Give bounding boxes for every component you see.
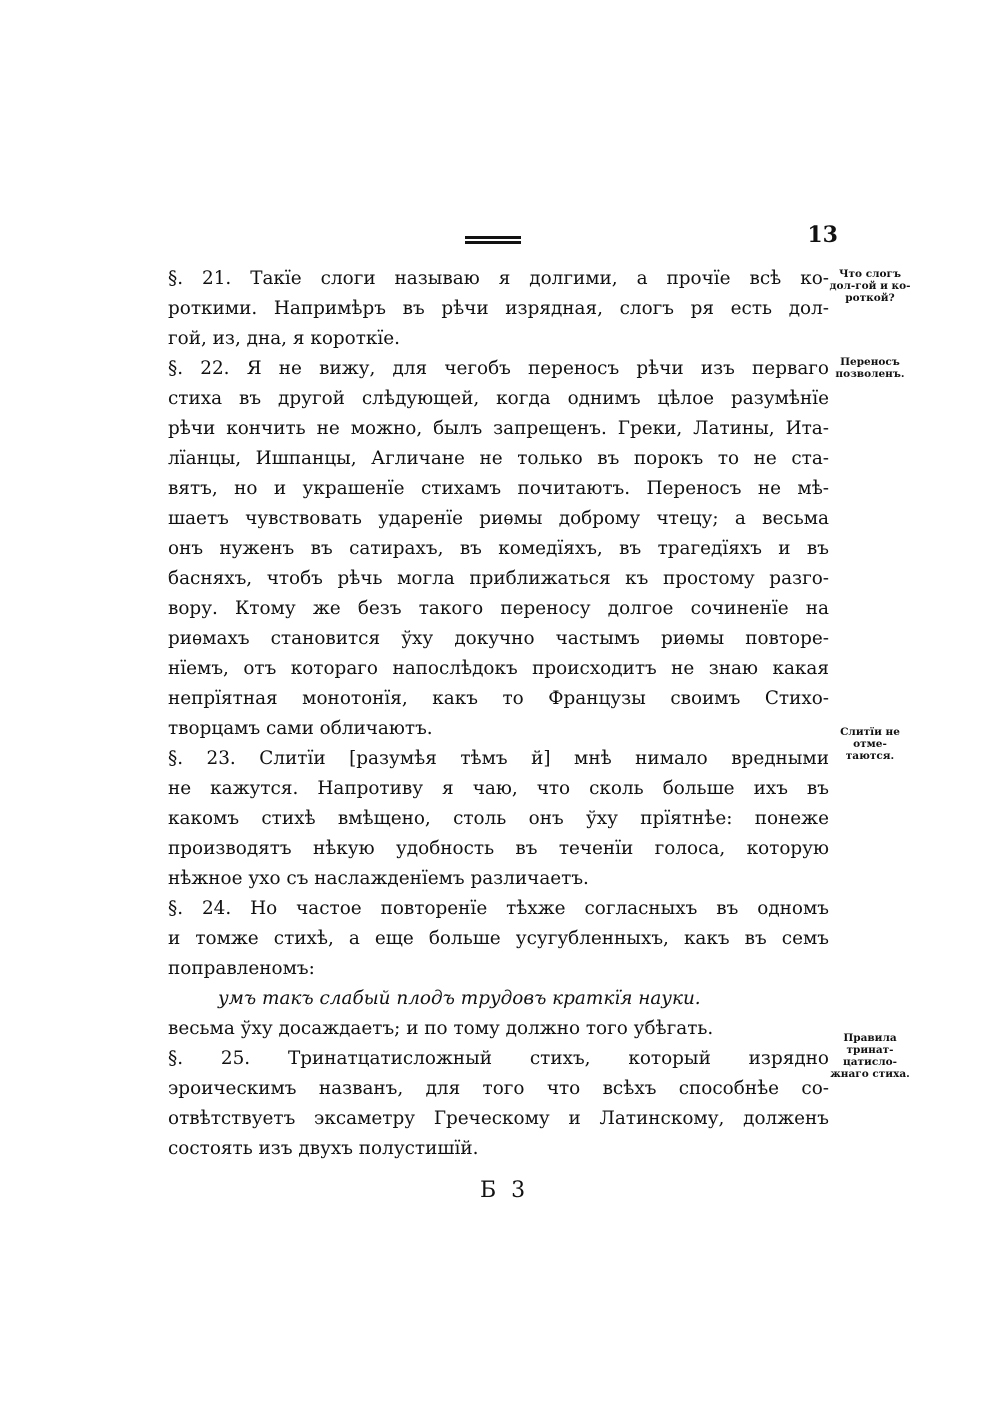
page-number: 13 — [807, 222, 838, 248]
text-line: нѣжное ухо съ наслажденїемъ различаетъ. — [168, 868, 589, 889]
signature-mark: Б 3 — [480, 1178, 530, 1203]
margin-note: Слитїи не отме-таются. — [840, 726, 900, 762]
text-line: какомъ стихѣ вмѣщено, столь онъ ўху прїятнѣе: понеже — [168, 808, 829, 829]
text-line: эроическимъ названъ, для того что всѣхъ способнѣе со- — [168, 1078, 829, 1099]
text-line: стиха въ другой слѣдующей, когда однимъ цѣлое разумѣнїе — [168, 388, 829, 409]
text-line: §. 21. Такїе слоги называю я долгими, а прочїе всѣ ко- — [168, 268, 829, 289]
text-line: басняхъ, чтобъ рѣчь могла приближаться къ простому разго- — [168, 568, 829, 589]
margin-note: Переносъ позволенъ. — [835, 356, 905, 380]
text-line: §. 23. Слитїи [разумѣя тѣмъ й] мнѣ нимало вредными — [168, 748, 829, 769]
text-line: онъ нуженъ въ сатирахъ, въ комедїяхъ, въ трагедїяхъ и въ — [168, 538, 829, 559]
text-line: §. 25. Тринатцатисложный стихъ, который изрядно — [168, 1048, 829, 1069]
text-line: шаетъ чувствовать ударенїе риѳмы доброму чтецу; а весьма — [168, 508, 829, 529]
text-line: не кажутся. Напротиву я чаю, что сколь больше ихъ въ — [168, 778, 829, 799]
margin-note: Правила тринат-цатисло-жнаго стиха. — [830, 1032, 910, 1080]
verse-line: умъ такъ слабый плодъ трудовъ краткїя науки. — [218, 988, 701, 1009]
text-line: поправленомъ: — [168, 958, 315, 979]
text-line: нїемъ, отъ котораго напослѣдокъ происходитъ не знаю какая — [168, 658, 829, 679]
text-line: производятъ нѣкую удобность въ теченїи голоса, которую — [168, 838, 829, 859]
text-line: §. 22. Я не вижу, для чегобъ переносъ рѣчи изъ перваго — [168, 358, 829, 379]
text-line: риѳмахъ становится ўху докучно частымъ риѳмы повторе- — [168, 628, 829, 649]
text-line: весьма ўху досаждаетъ; и по тому должно того убѣгать. — [168, 1018, 714, 1039]
text-line: §. 24. Но частое повторенїе тѣхже согласныхъ въ одномъ — [168, 898, 829, 919]
text-line: и томже стихѣ, а еще больше усугубленныхъ, какъ въ семъ — [168, 928, 829, 949]
text-line: роткими. Напримѣръ въ рѣчи изрядная, слогъ ря есть дол- — [168, 298, 829, 319]
header-double-rule — [465, 236, 521, 244]
text-line: состоять изъ двухъ полустишїй. — [168, 1138, 479, 1159]
text-line: гой, из, дна, я короткїе. — [168, 328, 401, 349]
text-line: творцамъ сами обличаютъ. — [168, 718, 433, 739]
text-line: вятъ, но и украшенїе стихамъ почитаютъ. Переносъ не мѣ- — [168, 478, 829, 499]
text-line: вору. Ктому же безъ такого переносу долгое сочиненїе на — [168, 598, 829, 619]
text-line: отвѣтствуетъ эксаметру Греческому и Латинскому, долженъ — [168, 1108, 829, 1129]
text-line: непрїятная монотонїя, какъ то Французы своимъ Стихо- — [168, 688, 829, 709]
text-line: рѣчи кончить не можно, былъ запрещенъ. Греки, Латины, Ита- — [168, 418, 829, 439]
margin-note: Что слогъ дол-гой и ко-роткой? — [829, 268, 911, 304]
text-line: лїанцы, Ишпанцы, Агличане не только въ порокъ то не ста- — [168, 448, 829, 469]
